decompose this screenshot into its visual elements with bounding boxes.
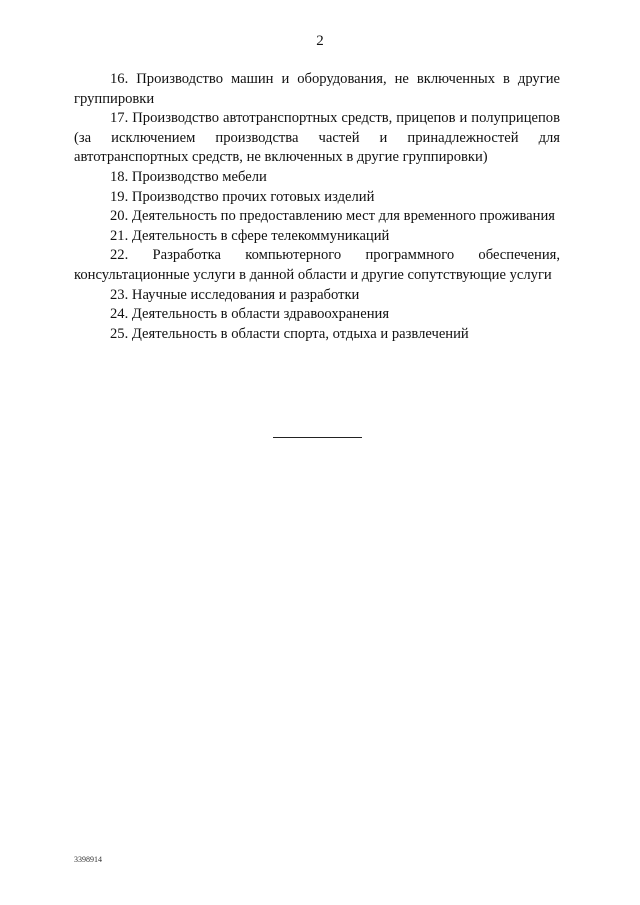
item-text: Разработка компьютерного программного обеспечения, консультационные услуги в данной области и другие сопутствующие услуги bbox=[74, 247, 560, 283]
list-item bbox=[74, 70, 560, 109]
list-item bbox=[74, 286, 560, 306]
item-number: 17. bbox=[110, 110, 129, 127]
item-number: 22. bbox=[110, 247, 129, 264]
list-item bbox=[74, 325, 560, 345]
list-item bbox=[74, 109, 560, 168]
activity-list bbox=[74, 70, 560, 344]
item-text: Производство машин и оборудования, не включенных в другие группировки bbox=[74, 71, 560, 107]
item-text: Научные исследования и разработки bbox=[131, 286, 360, 303]
item-text: Деятельность в области спорта, отдыха и развлечений bbox=[131, 325, 469, 342]
item-number: 21. bbox=[110, 227, 129, 244]
item-number: 20. bbox=[110, 208, 129, 225]
item-text: Производство мебели bbox=[131, 168, 267, 185]
item-number: 24. bbox=[110, 306, 129, 323]
item-number: 16. bbox=[110, 71, 129, 87]
item-number: 18. bbox=[110, 168, 129, 185]
list-item bbox=[74, 246, 560, 285]
item-text: Производство прочих готовых изделий bbox=[131, 188, 375, 205]
list-item bbox=[74, 227, 560, 247]
list-item bbox=[74, 168, 560, 188]
page-number: 2 bbox=[316, 33, 324, 49]
document-id: 3398914 bbox=[74, 855, 102, 864]
end-divider bbox=[273, 437, 362, 438]
item-text: Деятельность по предоставлению мест для временного проживания bbox=[131, 208, 555, 225]
item-text: Деятельность в сфере телекоммуникаций bbox=[131, 227, 390, 244]
item-text: Деятельность в области здравоохранения bbox=[131, 306, 390, 323]
list-item bbox=[74, 188, 560, 208]
list-item bbox=[74, 305, 560, 325]
item-text: Производство автотранспортных средств, прицепов и полуприцепов (за исключением производства частей и принадлежностей для автотранспортных средств, не включенных в другие группировки) bbox=[74, 110, 560, 166]
item-number: 23. bbox=[110, 286, 129, 303]
item-number: 25. bbox=[110, 325, 129, 342]
list-item bbox=[74, 207, 560, 227]
item-number: 19. bbox=[110, 188, 129, 205]
